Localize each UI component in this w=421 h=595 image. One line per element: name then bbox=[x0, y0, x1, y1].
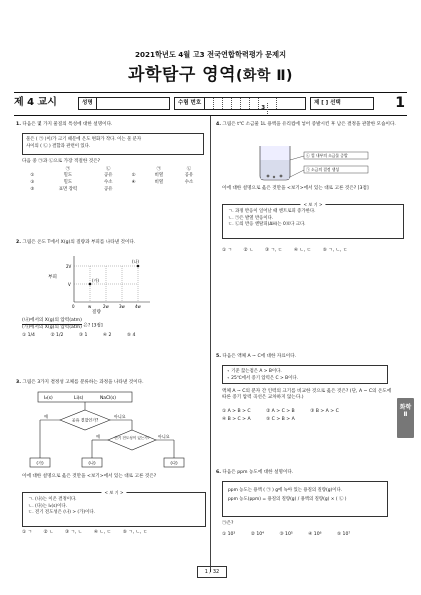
question-3 bbox=[16, 380, 206, 386]
q2-xtick-3w: 3w bbox=[119, 304, 125, 309]
exam-number-label: 수험 번호 bbox=[175, 98, 205, 109]
q3-bogi-box bbox=[22, 492, 206, 527]
q3-decision-1-text: 공유 결합인가? bbox=[71, 417, 99, 423]
name-box bbox=[78, 97, 170, 110]
q3-choice-4[interactable]: ④ ㄴ, ㄷ bbox=[93, 530, 112, 535]
q3-decision-conductive bbox=[108, 430, 156, 450]
q4-stem: 그림은 t℃ 소금물 1L 용액을 유리컵에 넣어 증발시킨 후 남은 결정을 관찰한 모습이다. bbox=[222, 122, 396, 127]
q6-definition-box bbox=[222, 481, 388, 517]
q3-solid-nacl: NaCl(s) bbox=[100, 396, 116, 401]
q6-choice-3[interactable]: ③ 10⁵ bbox=[279, 532, 293, 537]
q2-xlabel: 질량 bbox=[92, 310, 101, 315]
q2-number: 2. bbox=[16, 240, 21, 245]
q4-choice-5[interactable]: ⑤ ㄱ, ㄴ, ㄷ bbox=[322, 248, 348, 253]
q1-number: 1. bbox=[16, 122, 21, 127]
q6-question: ㉠은? bbox=[222, 521, 234, 526]
q2-choice-4[interactable]: ④ 2 bbox=[102, 333, 112, 338]
q3-flowchart bbox=[22, 390, 202, 472]
q3-yes-1: 예 bbox=[44, 414, 48, 419]
q4-solution bbox=[261, 160, 290, 179]
q4-bogi-title: < 보 기 > bbox=[300, 202, 325, 208]
q3-leaf-ga-text: (가) bbox=[36, 460, 44, 466]
q2-ylabel: 부피 bbox=[48, 275, 57, 280]
q3-bogi-title: < 보 기 > bbox=[101, 490, 126, 496]
q1-passage-box bbox=[22, 133, 204, 155]
header-rule-top bbox=[14, 92, 407, 93]
name-label: 성명 bbox=[79, 98, 97, 109]
question-2 bbox=[16, 240, 206, 246]
q6-choice-1[interactable]: ① 10³ bbox=[222, 532, 236, 537]
q4-choice-3[interactable]: ③ ㄱ, ㄷ bbox=[265, 248, 283, 253]
q2-choices bbox=[22, 333, 204, 339]
page-number: 1 bbox=[395, 95, 405, 111]
q4-crystal bbox=[280, 175, 283, 178]
q4-crystal bbox=[267, 175, 270, 178]
q2-xtick-w: w bbox=[88, 304, 92, 309]
q3-leaf-da-text: (다) bbox=[170, 460, 178, 466]
q4-choice-2[interactable]: ② ㄴ bbox=[243, 248, 254, 253]
exam-number-cells bbox=[205, 98, 277, 114]
q2-choice-5[interactable]: ⑤ 4 bbox=[126, 333, 136, 338]
choice-label: 제 [ ] 선택 bbox=[314, 100, 341, 106]
q6-number: 6. bbox=[216, 470, 221, 475]
q4-beaker-figure bbox=[240, 140, 390, 182]
q3-question: 이에 대한 설명으로 옳은 것만을 <보기>에서 있는 대로 고른 것은? bbox=[22, 474, 157, 479]
q4-callout-1-text: ㉠ 소금의 결정 생성 bbox=[306, 167, 340, 172]
q5-choice-2[interactable]: ② A > C > B bbox=[266, 409, 295, 414]
q4-callout-2-text: ㉡ 컵 내부의 소금물 증발 bbox=[306, 153, 348, 158]
q2-ytick-v: V bbox=[68, 282, 71, 287]
q3-choices bbox=[22, 530, 208, 536]
question-4 bbox=[216, 122, 402, 128]
subject-side-tab: 화학 Ⅱ bbox=[397, 398, 414, 438]
q2-ratio-denominator: (가)에서의 X(g)의 압력(atm) bbox=[22, 325, 82, 331]
q6-stem: 다음은 ppm 농도에 대한 설명이다. bbox=[222, 470, 294, 475]
q5-choice-5[interactable]: ⑤ C > B > A bbox=[266, 417, 295, 423]
q5-choice-4[interactable]: ④ B > C > A bbox=[222, 417, 251, 423]
q2-xtick-0: 0 bbox=[72, 304, 75, 309]
q5-choices bbox=[222, 408, 396, 425]
question-5 bbox=[216, 354, 402, 360]
q2-ratio-tail: 은? [3점] bbox=[83, 323, 103, 329]
q3-bogi-item-1: ㄱ. (나)는 이온 결정이다. bbox=[28, 497, 77, 502]
table-row: ③ 밀도 수소 ④ 비열 수소 bbox=[30, 180, 194, 186]
exam-subtitle: 2021학년도 4월 고3 전국연합학력평가 문제지 bbox=[134, 50, 287, 59]
q2-point-label-ga: (가) bbox=[92, 278, 99, 283]
q6-choice-5[interactable]: ⑤ 10⁷ bbox=[336, 532, 351, 537]
q3-yes-2: 예 bbox=[96, 434, 100, 439]
q3-no-2: 아니요 bbox=[158, 434, 170, 439]
q1-question: 다음 중 ㉠과 ㉡으로 가장 적절한 것은? bbox=[22, 159, 101, 164]
q2-point-ga bbox=[89, 283, 92, 286]
table-row: ① 밀도 공유 ② 비열 공유 bbox=[30, 173, 194, 179]
q5-number: 5. bbox=[216, 354, 221, 359]
q5-choice-3[interactable]: ③ B > A > C bbox=[310, 409, 339, 414]
q6-choices bbox=[222, 532, 402, 538]
q2-xtick-4w: 4w bbox=[135, 304, 141, 309]
q5-data-line-2: ∘ 25℃에서 증기 압력은 C > B이다. bbox=[227, 376, 298, 382]
q3-number: 3. bbox=[16, 380, 21, 385]
q3-stem: 그림은 3가지 결정성 고체를 분류하는 과정을 나타낸 것이다. bbox=[22, 380, 144, 385]
q3-choice-5[interactable]: ⑤ ㄱ, ㄴ, ㄷ bbox=[122, 530, 148, 535]
q2-ytick-2v: 2V bbox=[66, 264, 72, 269]
q4-choice-4[interactable]: ④ ㄴ, ㄷ bbox=[293, 248, 312, 253]
q5-data-box bbox=[222, 365, 388, 384]
q3-solid-li: Li(s) bbox=[74, 396, 84, 401]
q5-data-line-1: ∘ 기준 끓는점은 A > B이다. bbox=[227, 369, 282, 374]
table-row: ⑤ 표면 장력 공유 bbox=[30, 187, 113, 193]
q3-solid-i2: I₂(s) bbox=[44, 396, 53, 401]
q5-question: 액체 A ~ C의 분자 간 인력의 크기를 비교한 것으로 옳은 것은? (단, A ~ C의 온도에 따른 증기 압력 곡선은 교차하지 않는다.) bbox=[222, 389, 392, 401]
q3-bogi-item-3: ㄷ. 전기 전도성은 (나) > (가)이다. bbox=[28, 510, 95, 516]
q1-stem: 다음은 몇 가지 물질의 특성에 대한 설명이다. bbox=[22, 122, 113, 127]
q3-no-1: 아니요 bbox=[114, 414, 126, 419]
q1-choice-table bbox=[22, 166, 204, 194]
exam-number-digit: 3 bbox=[259, 103, 268, 114]
q3-choice-1[interactable]: ① ㄱ bbox=[22, 530, 33, 535]
q2-xtick-2w: 2w bbox=[103, 304, 109, 309]
q4-choices bbox=[222, 248, 406, 254]
q2-choice-2[interactable]: ② 1/2 bbox=[50, 333, 64, 338]
exam-title bbox=[0, 64, 421, 87]
q2-stem: 그림은 온도 T에서 X(g)의 질량과 부피를 나타낸 것이다. bbox=[22, 240, 136, 245]
page-footer: 1 / 32 bbox=[197, 566, 227, 578]
question-1 bbox=[16, 122, 206, 128]
q5-choice-1[interactable]: ① A > B > C bbox=[222, 409, 251, 414]
exam-title-main: 과학탐구 영역 bbox=[128, 65, 236, 85]
q3-bogi-item-2: ㄴ. (다)는 I₂(s)이다. bbox=[28, 503, 67, 509]
choice-box bbox=[310, 97, 374, 110]
q5-stem: 다음은 액체 A ~ C에 대한 자료이다. bbox=[222, 354, 297, 359]
q4-bogi-item-2: ㄴ. ㉠은 발열 반응이다. bbox=[228, 215, 274, 221]
q4-bogi-item-1: ㄱ. 과정 반응이 일어날 때 엔트로피 증가한다. bbox=[228, 209, 316, 214]
q2-point-na bbox=[137, 265, 140, 268]
question-6 bbox=[216, 470, 402, 476]
exam-number-box bbox=[174, 97, 306, 110]
q2-choice-1[interactable]: ① 1/4 bbox=[22, 333, 35, 338]
q4-crystal bbox=[273, 176, 275, 178]
q1-passage-line2: 사이의 ( ㉡ ) 결합과 관련이 있다. bbox=[26, 144, 91, 150]
q2-choice-3[interactable]: ③ 1 bbox=[78, 333, 88, 338]
q3-decision-2-text: 전기 전도성이 있는가? bbox=[114, 436, 150, 440]
q6-line-2: ppm 농도(ppm) = 용질의 질량(g) / 용액의 질량(g) × ( ㉡ ) bbox=[228, 497, 347, 503]
column-divider bbox=[210, 116, 211, 572]
q2-ratio-numerator: (나)에서의 X(g)의 압력(atm) bbox=[22, 318, 82, 325]
exam-title-sub: (화학 Ⅱ) bbox=[236, 68, 293, 84]
q4-bogi-box bbox=[222, 204, 404, 239]
info-bar bbox=[14, 95, 407, 113]
q3-choice-3[interactable]: ③ ㄱ, ㄴ bbox=[65, 530, 83, 535]
q6-choice-2[interactable]: ② 10⁴ bbox=[250, 532, 264, 537]
q4-question: 이에 대한 설명으로 옳은 것만을 <보기>에서 있는 대로 고른 것은? [3점] bbox=[222, 186, 369, 191]
q4-choice-1[interactable]: ① ㄱ bbox=[222, 248, 233, 253]
q1-table-head: ㉠ ㉡ ㉠ ㉡ bbox=[65, 166, 192, 172]
q3-choice-2[interactable]: ② ㄴ bbox=[43, 530, 54, 535]
q4-bogi-item-3: ㄷ. ㉡의 반응 엔탈피(ΔH)는 0보다 크다. bbox=[228, 222, 306, 228]
q4-number: 4. bbox=[216, 122, 221, 127]
period-label: 제 4 교시 bbox=[14, 97, 57, 108]
q3-leaf-na-text: (나) bbox=[88, 460, 96, 466]
q1-passage-line1: 물은 ( ㉠ )이/가 크기 때문에 온도 변화가 작다. 이는 물 분자 bbox=[26, 137, 142, 142]
q6-choice-4[interactable]: ④ 10⁶ bbox=[308, 532, 322, 537]
q6-line-1: ppm 농도는 용액 ( ㉠ ) g에 녹아 있는 용질의 질량(g)이다. bbox=[228, 488, 343, 493]
q2-point-label-na: (나) bbox=[132, 259, 139, 264]
q2-ratio bbox=[22, 318, 204, 332]
q2-graph bbox=[40, 252, 170, 310]
